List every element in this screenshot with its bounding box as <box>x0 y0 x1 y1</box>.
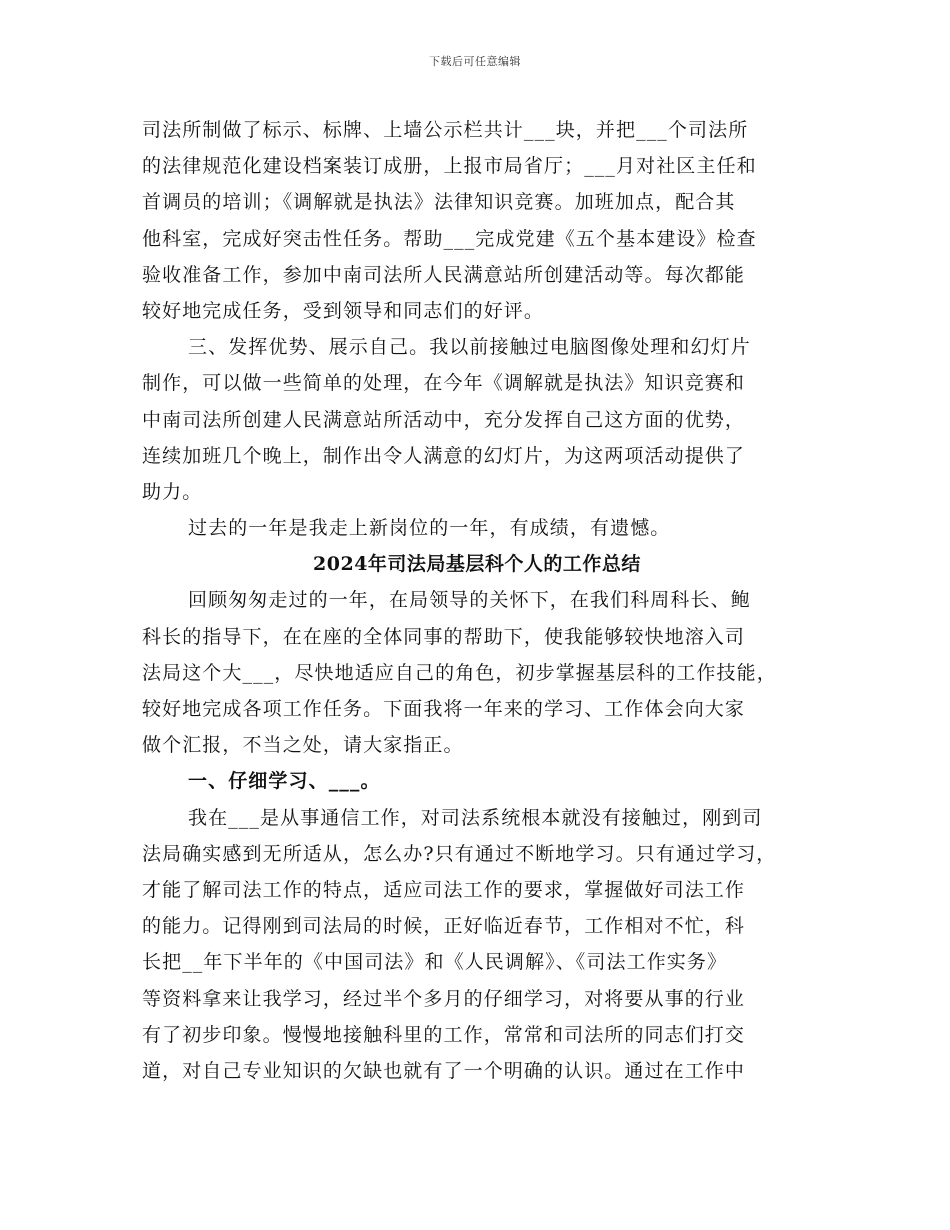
paragraph-line: 长把__年下半年的《中国司法》和《人民调解》、《司法工作实务》 <box>142 951 728 974</box>
document-title: 2024年司法局基层科个人的工作总结 <box>313 553 641 576</box>
paragraph-line: 科长的指导下，在在座的全体同事的帮助下，使我能够较快地溶入司 <box>142 625 746 648</box>
paragraph-line: 我在___是从事通信工作，对司法系统根本就没有接触过，刚到司 <box>188 806 763 829</box>
closing-line: 过去的一年是我走上新岗位的一年，有成绩，有遗憾。 <box>188 517 671 540</box>
paragraph-line: 连续加班几个晚上，制作出令人满意的幻灯片，为这两项活动提供了 <box>142 444 746 467</box>
paragraph-line: 较好地完成各项工作任务。下面我将一年来的学习、工作体会向大家 <box>142 698 746 720</box>
paragraph-line: 验收准备工作，参加中南司法所人民满意站所创建活动等。每次都能 <box>142 263 746 286</box>
paragraph-line: 回顾匆匆走过的一年，在局领导的关怀下，在我们科周科长、鲍 <box>188 589 751 612</box>
paragraph-line: 道，对自己专业知识的欠缺也就有了一个明确的认识。通过在工作中 <box>142 1059 746 1082</box>
paragraph-line: 首调员的培训；《调解就是执法》法律知识竞赛。加班加点，配合其 <box>142 191 736 214</box>
paragraph-line: 法局这个大___，尽快地适应自己的角色，初步掌握基层科的工作技能， <box>142 661 777 684</box>
paragraph-line: 较好地完成任务，受到领导和同志们的好评。 <box>142 299 545 322</box>
paragraph-line: 做个汇报，不当之处，请大家指正。 <box>142 734 464 757</box>
paragraph-line: 三、发挥优势、展示自己。我以前接触过电脑图像处理和幻灯片 <box>188 336 751 359</box>
paragraph-line: 才能了解司法工作的特点，适应司法工作的要求，掌握做好司法工作 <box>142 878 746 901</box>
paragraph-line: 助力。 <box>142 480 203 503</box>
paragraph-line: 的能力。记得刚到司法局的时候，正好临近春节，工作相对不忙，科 <box>142 915 746 938</box>
paragraph-line: 中南司法所创建人民满意站所活动中，充分发挥自己这方面的优势， <box>142 408 746 431</box>
paragraph-line: 等资料拿来让我学习，经过半个多月的仔细学习，对将要从事的行业 <box>142 987 746 1010</box>
paragraph-line: 司法所制做了标示、标牌、上墙公示栏共计___块，并把___个司法所 <box>142 119 749 141</box>
page-header: 下载后可任意编辑 <box>429 55 521 68</box>
section-heading: 一、仔细学习、___。 <box>188 770 381 793</box>
paragraph-line: 制作，可以做一些简单的处理，在今年《调解就是执法》知识竞赛和 <box>142 372 746 395</box>
paragraph-line: 法局确实感到无所适从，怎么办?只有通过不断地学习。只有通过学习， <box>142 842 777 865</box>
document-body <box>142 112 812 1089</box>
paragraph-line: 的法律规范化建设档案装订成册，上报市局省厅；___月对社区主任和 <box>142 155 757 178</box>
paragraph-line: 他科室，完成好突击性任务。帮助___完成党建《五个基本建设》检查 <box>142 227 757 250</box>
paragraph-line: 有了初步印象。慢慢地接触科里的工作，常常和司法所的同志们打交 <box>142 1023 746 1046</box>
